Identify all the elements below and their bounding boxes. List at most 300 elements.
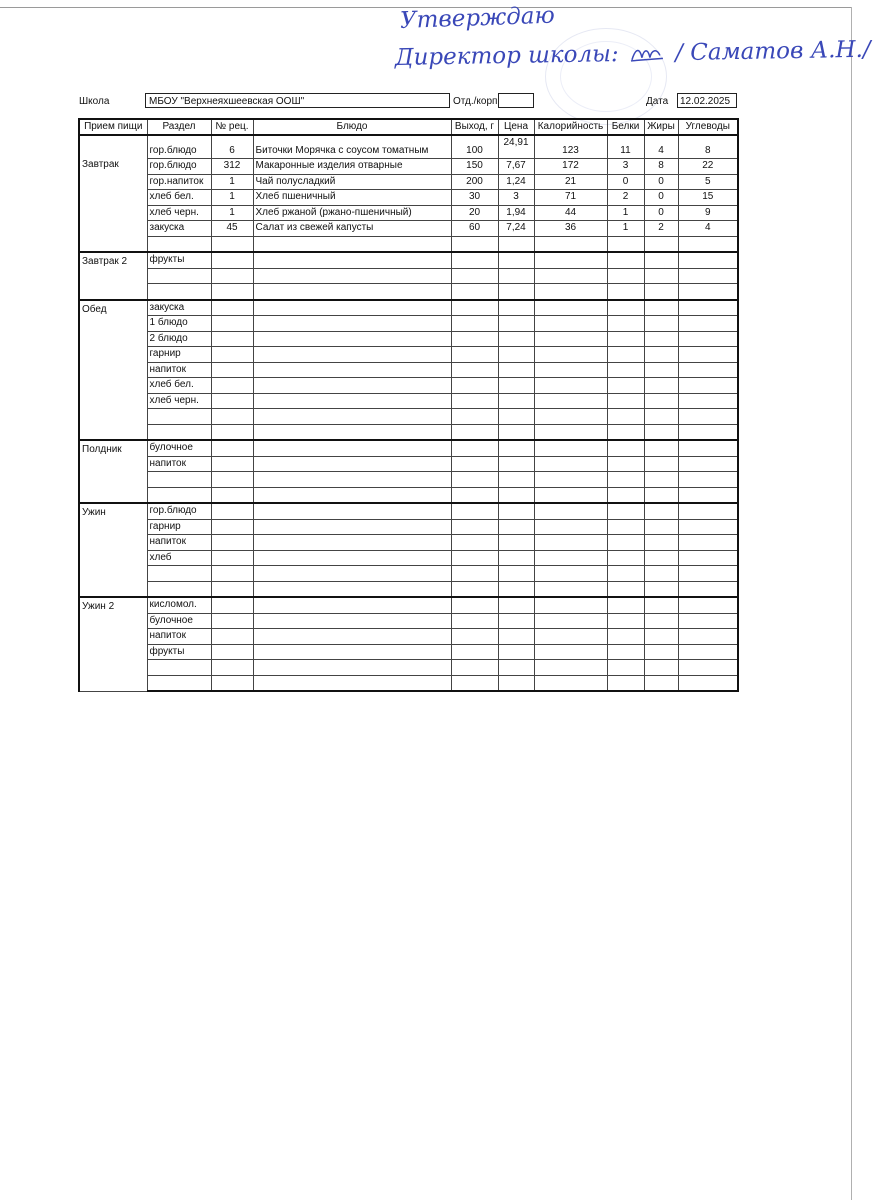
carbs-cell: 5 [678,174,738,190]
price-cell [498,252,534,268]
yield-cell [451,566,498,582]
table-header-row [79,119,738,135]
protein-cell: 1 [607,205,644,221]
yield-cell [451,629,498,645]
recipe-cell [211,519,253,535]
dish-cell [253,472,451,488]
kcal-cell [534,629,607,645]
section-cell [147,472,211,488]
section-cell: гор.блюдо [147,503,211,519]
dish-cell: Чай полусладкий [253,174,451,190]
recipe-cell [211,409,253,425]
fat-cell [644,581,678,597]
table-row [79,456,738,472]
protein-cell [607,597,644,613]
price-cell [498,331,534,347]
price-cell [498,300,534,316]
carbs-cell [678,581,738,597]
carbs-cell [678,456,738,472]
recipe-cell [211,440,253,456]
col-section-header: Раздел [147,119,211,135]
section-cell [147,236,211,252]
table-row [79,236,738,252]
dish-cell [253,597,451,613]
recipe-cell [211,268,253,284]
recipe-cell [211,629,253,645]
dish-cell: Макаронные изделия отварные [253,159,451,175]
recipe-cell [211,613,253,629]
protein-cell [607,236,644,252]
carbs-cell [678,503,738,519]
carbs-cell: 22 [678,159,738,175]
kcal-cell [534,519,607,535]
protein-cell [607,581,644,597]
yield-cell: 30 [451,190,498,206]
table-row [79,566,738,582]
yield-cell [451,644,498,660]
price-cell [498,629,534,645]
protein-cell [607,362,644,378]
dish-cell [253,331,451,347]
yield-cell [451,268,498,284]
protein-cell [607,300,644,316]
table-row [79,597,738,613]
kcal-cell [534,597,607,613]
kcal-cell [534,316,607,332]
price-cell [498,347,534,363]
table-row [79,409,738,425]
protein-cell [607,675,644,691]
recipe-cell [211,236,253,252]
fat-cell: 2 [644,221,678,237]
kcal-cell: 36 [534,221,607,237]
section-cell: кисломол. [147,597,211,613]
yield-cell [451,519,498,535]
section-cell: напиток [147,362,211,378]
kcal-cell [534,378,607,394]
dish-cell: Хлеб пшеничный [253,190,451,206]
table-row [79,190,738,206]
dish-cell [253,252,451,268]
section-cell: гор.блюдо [147,135,211,159]
recipe-cell: 312 [211,159,253,175]
table-row [79,487,738,503]
table-row [79,331,738,347]
table-row [79,660,738,676]
price-cell [498,581,534,597]
yield-cell [451,424,498,440]
price-cell [498,472,534,488]
fat-cell [644,519,678,535]
carbs-cell [678,519,738,535]
table-row [79,675,738,691]
carbs-cell: 8 [678,135,738,159]
price-cell: 7,67 [498,159,534,175]
kcal-cell [534,268,607,284]
protein-cell: 2 [607,190,644,206]
dish-cell [253,393,451,409]
yield-cell [451,472,498,488]
section-cell: хлеб бел. [147,190,211,206]
recipe-cell: 1 [211,174,253,190]
right-border-line [851,7,852,1200]
date-field[interactable]: 12.02.2025 [677,93,737,108]
fat-cell [644,550,678,566]
price-cell: 1,94 [498,205,534,221]
fat-cell [644,535,678,551]
section-cell: булочное [147,440,211,456]
dish-cell [253,440,451,456]
dish-cell [253,409,451,425]
yield-cell [451,362,498,378]
table-row [79,424,738,440]
carbs-cell: 4 [678,221,738,237]
table-row [79,503,738,519]
price-cell [498,519,534,535]
protein-cell [607,472,644,488]
carbs-cell [678,268,738,284]
protein-cell [607,393,644,409]
dish-cell: Хлеб ржаной (ржано-пшеничный) [253,205,451,221]
section-cell [147,284,211,300]
section-cell: 2 блюдо [147,331,211,347]
fat-cell [644,503,678,519]
dish-cell: Салат из свежей капусты [253,221,451,237]
protein-cell: 0 [607,174,644,190]
dish-cell [253,675,451,691]
yield-cell: 60 [451,221,498,237]
dish-cell [253,629,451,645]
fat-cell: 4 [644,135,678,159]
yield-cell [451,378,498,394]
table-row [79,378,738,394]
section-cell [147,409,211,425]
yield-cell [451,393,498,409]
carbs-cell [678,550,738,566]
protein-cell [607,424,644,440]
recipe-cell [211,535,253,551]
col-yield-header: Выход, г [451,119,498,135]
table-row [79,644,738,660]
section-cell [147,424,211,440]
kcal-cell [534,487,607,503]
recipe-cell [211,503,253,519]
price-cell [498,613,534,629]
carbs-cell [678,440,738,456]
protein-cell [607,331,644,347]
protein-cell [607,378,644,394]
dish-cell [253,644,451,660]
table-row [79,613,738,629]
fat-cell [644,284,678,300]
carbs-cell [678,424,738,440]
carbs-cell [678,393,738,409]
fat-cell [644,597,678,613]
section-cell: напиток [147,629,211,645]
carbs-cell [678,566,738,582]
table-row [79,393,738,409]
recipe-cell [211,566,253,582]
section-cell: закуска [147,221,211,237]
recipe-cell [211,644,253,660]
recipe-cell [211,284,253,300]
price-cell [498,362,534,378]
recipe-cell [211,487,253,503]
protein-cell: 11 [607,135,644,159]
protein-cell [607,409,644,425]
protein-cell [607,487,644,503]
recipe-cell [211,331,253,347]
kcal-cell [534,660,607,676]
table-row [79,472,738,488]
price-cell [498,378,534,394]
kcal-cell [534,503,607,519]
fat-cell [644,613,678,629]
table-row [79,174,738,190]
col-dish-header: Блюдо [253,119,451,135]
yield-cell [451,597,498,613]
yield-cell [451,316,498,332]
fat-cell [644,487,678,503]
dish-cell [253,268,451,284]
price-cell: 24,91 [498,135,534,159]
protein-cell [607,566,644,582]
carbs-cell: 15 [678,190,738,206]
recipe-cell [211,252,253,268]
protein-cell [607,519,644,535]
yield-cell [451,581,498,597]
table-row [79,284,738,300]
table-row [79,519,738,535]
yield-cell: 20 [451,205,498,221]
col-fat-header: Жиры [644,119,678,135]
section-cell [147,675,211,691]
fat-cell [644,472,678,488]
protein-cell [607,284,644,300]
carbs-cell [678,331,738,347]
price-cell [498,409,534,425]
dish-cell [253,581,451,597]
table-row [79,362,738,378]
col-protein-header: Белки [607,119,644,135]
kcal-cell [534,393,607,409]
price-cell [498,424,534,440]
dish-cell [253,362,451,378]
yield-cell [451,660,498,676]
carbs-cell [678,675,738,691]
dish-cell [253,503,451,519]
carbs-cell [678,613,738,629]
price-cell [498,284,534,300]
carbs-cell [678,347,738,363]
yield-cell [451,252,498,268]
dish-cell [253,378,451,394]
recipe-cell [211,550,253,566]
protein-cell [607,456,644,472]
protein-cell: 3 [607,159,644,175]
kcal-cell [534,331,607,347]
meal-name-cell: Обед [79,300,147,441]
meal-name-cell: Завтрак [79,135,147,252]
approval-word: Утверждаю [399,2,556,34]
recipe-cell: 1 [211,190,253,206]
table-row [79,550,738,566]
section-cell: гарнир [147,347,211,363]
table-row [79,268,738,284]
kcal-cell [534,300,607,316]
carbs-cell [678,535,738,551]
kcal-cell [534,284,607,300]
price-cell [498,550,534,566]
carbs-cell [678,660,738,676]
price-cell: 1,24 [498,174,534,190]
kcal-cell [534,440,607,456]
carbs-cell [678,236,738,252]
section-cell: хлеб бел. [147,378,211,394]
protein-cell [607,268,644,284]
kcal-cell: 71 [534,190,607,206]
fat-cell [644,347,678,363]
fat-cell [644,300,678,316]
protein-cell: 1 [607,221,644,237]
table-row [79,535,738,551]
signature-scribble [630,45,664,64]
kcal-cell [534,644,607,660]
recipe-cell [211,660,253,676]
recipe-cell [211,393,253,409]
kcal-cell [534,252,607,268]
section-cell: гор.блюдо [147,159,211,175]
carbs-cell [678,362,738,378]
protein-cell [607,503,644,519]
approval-signature-line [394,36,871,85]
fat-cell [644,252,678,268]
kcal-cell [534,675,607,691]
fat-cell [644,440,678,456]
dish-cell [253,535,451,551]
table-row [79,221,738,237]
fat-cell: 0 [644,190,678,206]
kcal-cell [534,409,607,425]
fat-cell: 8 [644,159,678,175]
yield-cell [451,440,498,456]
price-cell [498,236,534,252]
kcal-cell [534,456,607,472]
dish-cell [253,487,451,503]
protein-cell [607,660,644,676]
meal-name-cell: Полдник [79,440,147,503]
price-cell [498,597,534,613]
section-cell [147,487,211,503]
yield-cell [451,675,498,691]
col-kcal-header: Калорийность [534,119,607,135]
price-cell [498,268,534,284]
recipe-cell [211,424,253,440]
yield-cell [451,503,498,519]
table-row [79,300,738,316]
table-row [79,440,738,456]
fat-cell [644,424,678,440]
yield-cell [451,331,498,347]
kcal-cell: 21 [534,174,607,190]
section-cell: 1 блюдо [147,316,211,332]
fat-cell: 0 [644,205,678,221]
dish-cell: Биточки Морячка с соусом томатным [253,135,451,159]
fat-cell [644,268,678,284]
fat-cell [644,236,678,252]
menu-body [79,135,738,691]
price-cell [498,644,534,660]
section-cell: булочное [147,613,211,629]
price-cell: 3 [498,190,534,206]
protein-cell [607,252,644,268]
yield-cell [451,613,498,629]
yield-cell [451,535,498,551]
section-cell: гор.напиток [147,174,211,190]
fat-cell [644,644,678,660]
recipe-cell: 6 [211,135,253,159]
price-cell [498,393,534,409]
dish-cell [253,236,451,252]
section-cell: фрукты [147,644,211,660]
fat-cell [644,629,678,645]
protein-cell [607,613,644,629]
dish-cell [253,550,451,566]
protein-cell [607,440,644,456]
kcal-cell [534,236,607,252]
price-cell [498,535,534,551]
table-row [79,252,738,268]
carbs-cell [678,597,738,613]
recipe-cell [211,456,253,472]
kcal-cell [534,581,607,597]
yield-cell [451,300,498,316]
dept-field[interactable] [498,93,534,108]
carbs-cell [678,252,738,268]
kcal-cell [534,347,607,363]
fat-cell [644,362,678,378]
dish-cell [253,347,451,363]
meal-name-cell: Завтрак 2 [79,252,147,300]
carbs-cell [678,472,738,488]
col-carbs-header: Углеводы [678,119,738,135]
recipe-cell [211,362,253,378]
protein-cell [607,347,644,363]
carbs-cell [678,409,738,425]
price-cell [498,566,534,582]
section-cell: фрукты [147,252,211,268]
approval-line-prefix: Директор школы: [394,41,619,71]
date-label: Дата [646,96,669,107]
school-field[interactable]: МБОУ "Верхнеяхшеевская ООШ" [145,93,450,108]
recipe-cell: 45 [211,221,253,237]
recipe-cell [211,472,253,488]
yield-cell [451,456,498,472]
section-cell [147,660,211,676]
carbs-cell [678,316,738,332]
col-price-header: Цена [498,119,534,135]
dish-cell [253,566,451,582]
recipe-cell: 1 [211,205,253,221]
recipe-cell [211,675,253,691]
dish-cell [253,316,451,332]
recipe-cell [211,378,253,394]
recipe-cell [211,316,253,332]
kcal-cell [534,472,607,488]
carbs-cell [678,300,738,316]
section-cell: напиток [147,535,211,551]
protein-cell [607,629,644,645]
